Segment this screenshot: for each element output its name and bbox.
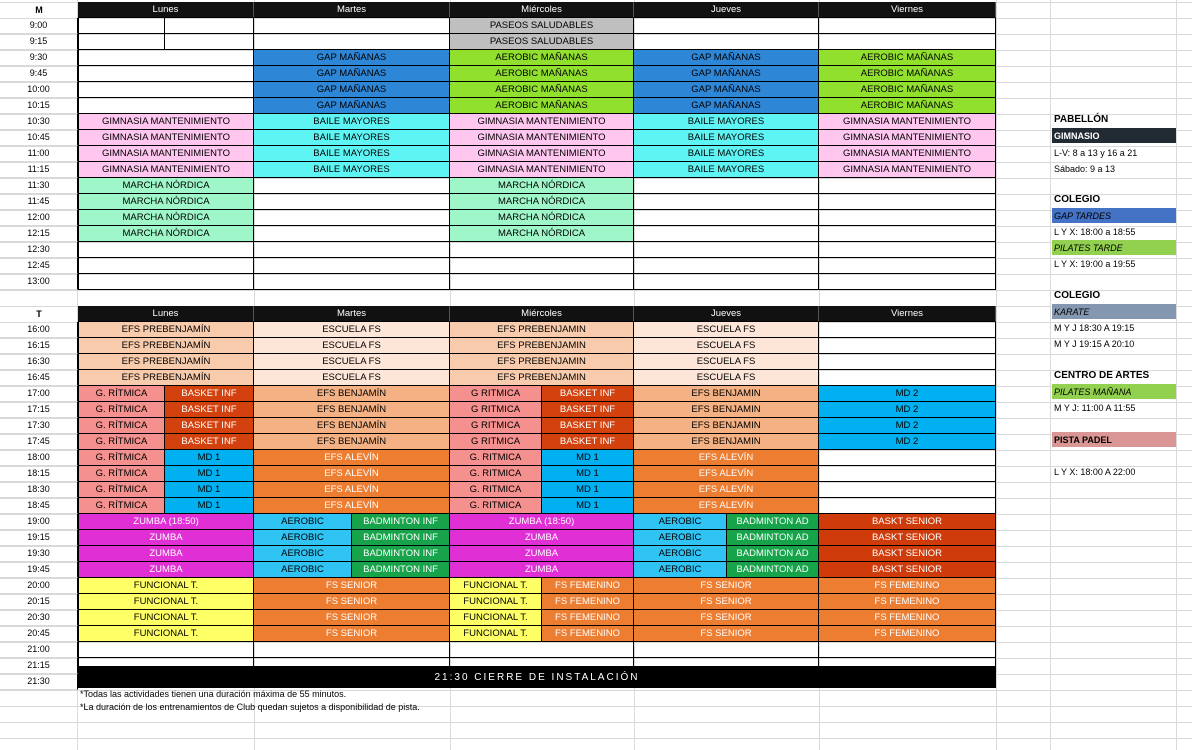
afternoon-activity-badminton-inf: BADMINTON INF [352,530,450,546]
afternoon-time-slot: 18:00 [0,450,78,466]
legend-title-colegio: COLEGIO [1054,194,1101,205]
afternoon-activity-efs-prebenjamin: EFS PREBENJAMÍN [78,322,254,338]
afternoon-activity-efs-prebenjamin: EFS PREBENJAMÍN [78,370,254,386]
afternoon-time-slot: 17:15 [0,402,78,418]
morning-activity-baile-mayores: BAILE MAYORES [634,130,819,146]
legend-text: M Y J 18:30 A 19:15 [1054,322,1135,333]
morning-activity-empty [78,34,165,50]
afternoon-activity-empty [819,642,996,658]
afternoon-activity-escuela-fs: ESCUELA FS [634,322,819,338]
morning-activity-paseos-saludables: PASEOS SALUDABLES [450,18,634,34]
afternoon-activity-fs-femenino: FS FEMENINO [542,594,634,610]
afternoon-activity-escuela-fs: ESCUELA FS [634,354,819,370]
morning-activity-empty [634,178,819,194]
afternoon-activity-fs-femenino: FS FEMENINO [542,578,634,594]
legend-chip-pista-padel: PISTA PADEL [1052,432,1176,447]
legend-title-centro-de-artes: CENTRO DE ARTES [1054,370,1150,381]
afternoon-activity-empty [819,322,996,338]
morning-activity-baile-mayores: BAILE MAYORES [634,114,819,130]
afternoon-activity-efs-benjamin: EFS BENJAMIN [634,402,819,418]
afternoon-activity-empty [819,338,996,354]
afternoon-activity-aerobic: AEROBIC [254,562,352,578]
morning-activity-aerobic-mananas: AEROBIC MAÑANAS [450,82,634,98]
morning-activity-gimnasia-mantenimiento: GIMNASIA MANTENIMIENTO [78,114,254,130]
morning-activity-gimnasia-mantenimiento: GIMNASIA MANTENIMIENTO [450,130,634,146]
morning-activity-aerobic-mananas: AEROBIC MAÑANAS [819,66,996,82]
morning-activity-paseos-saludables: PASEOS SALUDABLES [450,34,634,50]
afternoon-time-slot: 21:15 [0,658,78,674]
afternoon-activity-efs-alevin: EFS ALEVÍN [254,482,450,498]
morning-time-slot: 12:00 [0,210,78,226]
legend-spacer [1052,448,1176,463]
morning-section-label: M [35,4,43,15]
morning-activity-gimnasia-mantenimiento: GIMNASIA MANTENIMIENTO [819,146,996,162]
afternoon-activity-efs-benjamin: EFS BENJAMIN [634,418,819,434]
legend-spacer [1052,352,1176,367]
afternoon-activity-efs-alevin: EFS ALEVÍN [634,466,819,482]
afternoon-activity-fs-femenino: FS FEMENINO [819,578,996,594]
afternoon-activity-md-1: MD 1 [165,450,254,466]
morning-activity-aerobic-mananas: AEROBIC MAÑANAS [819,50,996,66]
afternoon-activity-basket-inf: BASKET INF [165,434,254,450]
morning-activity-marcha-nordica: MARCHA NÓRDICA [78,194,254,210]
morning-activity-gap-mananas: GAP MAÑANAS [634,66,819,82]
afternoon-activity-fs-senior: FS SENIOR [254,578,450,594]
afternoon-activity-funcional-t: FUNCIONAL T. [78,610,254,626]
morning-activity-gimnasia-mantenimiento: GIMNASIA MANTENIMIENTO [450,114,634,130]
afternoon-activity-empty [819,482,996,498]
morning-day-header-martes: Martes [254,2,450,18]
afternoon-activity-escuela-fs: ESCUELA FS [254,370,450,386]
afternoon-activity-md-1: MD 1 [542,450,634,466]
morning-activity-gimnasia-mantenimiento: GIMNASIA MANTENIMIENTO [819,130,996,146]
morning-activity-empty [78,258,254,274]
morning-activity-empty [819,34,996,50]
afternoon-activity-fs-femenino: FS FEMENINO [542,626,634,642]
morning-activity-gap-mananas: GAP MAÑANAS [254,98,450,114]
afternoon-activity-efs-prebenjamin: EFS PREBENJAMIN [450,370,634,386]
morning-activity-empty [634,242,819,258]
morning-activity-gimnasia-mantenimiento: GIMNASIA MANTENIMIENTO [819,114,996,130]
afternoon-activity-aerobic: AEROBIC [634,546,727,562]
legend-chip-gimnasio: GIMNASIO [1052,128,1176,143]
afternoon-activity-md-2: MD 2 [819,402,996,418]
note-duration: *Todas las actividades tienen una duración máxima de 55 minutos. [80,689,347,699]
morning-activity-empty [819,178,996,194]
morning-activity-gap-mananas: GAP MAÑANAS [254,50,450,66]
afternoon-activity-funcional-t: FUNCIONAL T. [78,578,254,594]
morning-activity-marcha-nordica: MARCHA NÓRDICA [450,194,634,210]
afternoon-activity-empty [819,370,996,386]
afternoon-time-slot: 16:00 [0,322,78,338]
afternoon-activity-fs-femenino: FS FEMENINO [819,626,996,642]
morning-activity-marcha-nordica: MARCHA NÓRDICA [450,226,634,242]
afternoon-time-slot: 16:45 [0,370,78,386]
afternoon-activity-efs-prebenjamin: EFS PREBENJAMÍN [78,354,254,370]
morning-activity-empty [819,18,996,34]
morning-activity-empty [819,242,996,258]
morning-activity-empty [634,210,819,226]
afternoon-activity-g-ritmica: G. RITMICA [450,498,542,514]
afternoon-activity-fs-senior: FS SENIOR [254,626,450,642]
legend-title-colegio: COLEGIO [1054,290,1101,301]
afternoon-activity-funcional-t: FUNCIONAL T. [450,578,542,594]
morning-activity-empty [450,274,634,290]
afternoon-activity-escuela-fs: ESCUELA FS [634,338,819,354]
morning-time-slot: 13:00 [0,274,78,290]
morning-activity-gap-mananas: GAP MAÑANAS [634,50,819,66]
morning-time-slot: 11:30 [0,178,78,194]
afternoon-activity-md-1: MD 1 [165,482,254,498]
afternoon-activity-empty [78,642,254,658]
afternoon-activity-efs-benjamin: EFS BENJAMIN [634,434,819,450]
morning-activity-aerobic-mananas: AEROBIC MAÑANAS [450,98,634,114]
afternoon-activity-escuela-fs: ESCUELA FS [254,322,450,338]
legend-chip-pilates-tarde: PILATES TARDE [1052,240,1176,255]
afternoon-day-header-lunes: Lunes [78,306,254,322]
afternoon-activity-g-ritmica: G RITMICA [450,418,542,434]
morning-activity-empty [254,274,450,290]
afternoon-activity-aerobic: AEROBIC [634,562,727,578]
morning-activity-empty [78,50,254,66]
afternoon-activity-g-ritmica: G. RÍTMICA [78,386,165,402]
afternoon-activity-zumba: ZUMBA [78,546,254,562]
afternoon-activity-aerobic: AEROBIC [634,530,727,546]
morning-activity-baile-mayores: BAILE MAYORES [254,162,450,178]
morning-activity-empty [819,194,996,210]
morning-activity-empty [634,34,819,50]
morning-activity-empty [634,274,819,290]
afternoon-activity-md-1: MD 1 [165,498,254,514]
afternoon-activity-zumba-18-50: ZUMBA (18:50) [78,514,254,530]
morning-time-slot: 11:15 [0,162,78,178]
legend-text: L-V: 8 a 13 y 16 a 21 [1054,147,1138,158]
afternoon-activity-badminton-ad: BADMINTON AD [727,546,819,562]
afternoon-activity-aerobic: AEROBIC [254,530,352,546]
afternoon-activity-aerobic: AEROBIC [634,514,727,530]
afternoon-time-slot: 19:00 [0,514,78,530]
afternoon-time-slot: 17:45 [0,434,78,450]
morning-activity-empty [254,226,450,242]
afternoon-activity-zumba: ZUMBA [78,530,254,546]
morning-activity-marcha-nordica: MARCHA NÓRDICA [78,178,254,194]
morning-activity-empty [78,82,254,98]
afternoon-time-slot: 19:30 [0,546,78,562]
afternoon-activity-md-2: MD 2 [819,434,996,450]
morning-time-slot: 12:45 [0,258,78,274]
afternoon-activity-escuela-fs: ESCUELA FS [254,338,450,354]
afternoon-activity-escuela-fs: ESCUELA FS [254,354,450,370]
afternoon-activity-g-ritmica: G. RÍTMICA [78,482,165,498]
afternoon-time-slot: 19:15 [0,530,78,546]
afternoon-activity-baskt-senior: BASKT SENIOR [819,562,996,578]
afternoon-activity-aerobic: AEROBIC [254,514,352,530]
afternoon-activity-g-ritmica: G. RÍTMICA [78,434,165,450]
morning-activity-empty [634,258,819,274]
afternoon-day-header-jueves: Jueves [634,306,819,322]
morning-time-slot: 11:45 [0,194,78,210]
afternoon-activity-zumba: ZUMBA [78,562,254,578]
morning-activity-empty [254,210,450,226]
morning-activity-gap-mananas: GAP MAÑANAS [634,98,819,114]
afternoon-activity-funcional-t: FUNCIONAL T. [78,594,254,610]
morning-activity-aerobic-mananas: AEROBIC MAÑANAS [450,50,634,66]
afternoon-section-label: T [36,308,42,319]
legend-text: L Y X: 19:00 a 19:55 [1054,258,1136,269]
afternoon-activity-badminton-ad: BADMINTON AD [727,514,819,530]
afternoon-activity-funcional-t: FUNCIONAL T. [450,594,542,610]
afternoon-activity-empty [819,466,996,482]
afternoon-activity-empty [254,642,450,658]
morning-activity-gimnasia-mantenimiento: GIMNASIA MANTENIMIENTO [78,162,254,178]
afternoon-activity-g-ritmica: G. RITMICA [450,482,542,498]
morning-activity-empty [450,258,634,274]
legend-spacer [1052,416,1176,431]
afternoon-time-slot: 20:00 [0,578,78,594]
afternoon-day-header-miercoles: Miércoles [450,306,634,322]
legend-text: M Y J: 11:00 A 11:55 [1054,402,1136,413]
afternoon-activity-fs-femenino: FS FEMENINO [542,610,634,626]
morning-activity-baile-mayores: BAILE MAYORES [254,130,450,146]
morning-activity-empty [634,194,819,210]
morning-activity-empty [254,178,450,194]
afternoon-time-slot: 20:30 [0,610,78,626]
afternoon-activity-g-ritmica: G RITMICA [450,386,542,402]
afternoon-activity-zumba: ZUMBA [450,530,634,546]
legend-spacer [1052,272,1176,287]
morning-time-slot: 10:45 [0,130,78,146]
legend-text: M Y J 19:15 A 20:10 [1054,338,1135,349]
legend-chip-karate: KARATE [1052,304,1176,319]
morning-activity-aerobic-mananas: AEROBIC MAÑANAS [450,66,634,82]
morning-activity-empty [634,226,819,242]
legend-title-pabellon: PABELLÓN [1054,114,1109,125]
afternoon-time-slot: 20:45 [0,626,78,642]
afternoon-activity-funcional-t: FUNCIONAL T. [450,626,542,642]
afternoon-activity-efs-benjamin: EFS BENJAMÍN [254,418,450,434]
afternoon-activity-efs-alevin: EFS ALEVÍN [254,466,450,482]
afternoon-activity-badminton-inf: BADMINTON INF [352,562,450,578]
afternoon-activity-empty [634,642,819,658]
afternoon-activity-escuela-fs: ESCUELA FS [634,370,819,386]
morning-activity-marcha-nordica: MARCHA NÓRDICA [450,178,634,194]
legend-chip-pilates-manana: PILATES MAÑANA [1052,384,1176,399]
legend-text: Sábado: 9 a 13 [1054,163,1116,174]
afternoon-time-slot: 16:15 [0,338,78,354]
legend-text: L Y X: 18:00 A 22:00 [1054,466,1136,477]
afternoon-activity-aerobic: AEROBIC [254,546,352,562]
afternoon-activity-basket-inf: BASKET INF [165,418,254,434]
afternoon-activity-empty [819,354,996,370]
morning-activity-empty [254,194,450,210]
afternoon-activity-basket-inf: BASKET INF [165,402,254,418]
afternoon-activity-md-2: MD 2 [819,386,996,402]
morning-activity-gimnasia-mantenimiento: GIMNASIA MANTENIMIENTO [78,146,254,162]
morning-activity-gimnasia-mantenimiento: GIMNASIA MANTENIMIENTO [819,162,996,178]
afternoon-activity-fs-senior: FS SENIOR [254,594,450,610]
morning-day-header-jueves: Jueves [634,2,819,18]
afternoon-time-slot: 17:30 [0,418,78,434]
afternoon-day-header-martes: Martes [254,306,450,322]
legend-chip-gap-tardes: GAP TARDES [1052,208,1176,223]
afternoon-activity-efs-alevin: EFS ALEVÍN [254,498,450,514]
note-club: *La duración de los entrenamientos de Club quedan sujetos a disponibilidad de pista. [80,702,420,712]
morning-activity-marcha-nordica: MARCHA NÓRDICA [450,210,634,226]
morning-activity-baile-mayores: BAILE MAYORES [634,162,819,178]
afternoon-time-slot: 18:30 [0,482,78,498]
afternoon-activity-md-2: MD 2 [819,418,996,434]
morning-activity-gimnasia-mantenimiento: GIMNASIA MANTENIMIENTO [450,162,634,178]
afternoon-activity-badminton-ad: BADMINTON AD [727,562,819,578]
morning-activity-empty [254,18,450,34]
morning-activity-empty [78,98,254,114]
afternoon-time-slot: 16:30 [0,354,78,370]
morning-activity-empty [634,18,819,34]
afternoon-activity-g-ritmica: G. RÍTMICA [78,466,165,482]
afternoon-activity-empty [450,642,634,658]
afternoon-day-header-viernes: Viernes [819,306,996,322]
morning-activity-baile-mayores: BAILE MAYORES [634,146,819,162]
afternoon-activity-efs-prebenjamin: EFS PREBENJAMIN [450,338,634,354]
morning-activity-empty [819,274,996,290]
afternoon-time-slot: 18:15 [0,466,78,482]
morning-activity-gap-mananas: GAP MAÑANAS [254,66,450,82]
closing-banner: 21:30 CIERRE DE INSTALACIÓN [78,666,996,688]
afternoon-time-slot: 19:45 [0,562,78,578]
afternoon-activity-g-ritmica: G. RITMICA [450,450,542,466]
morning-time-slot: 10:30 [0,114,78,130]
morning-time-slot: 9:30 [0,50,78,66]
afternoon-activity-efs-benjamin: EFS BENJAMÍN [254,386,450,402]
morning-activity-empty [819,258,996,274]
afternoon-time-slot: 21:30 [0,674,78,690]
afternoon-activity-g-ritmica: G. RITMICA [450,466,542,482]
afternoon-activity-funcional-t: FUNCIONAL T. [78,626,254,642]
legend-spacer [1052,177,1176,192]
afternoon-activity-fs-senior: FS SENIOR [634,594,819,610]
afternoon-activity-basket-inf: BASKET INF [542,402,634,418]
afternoon-activity-fs-femenino: FS FEMENINO [819,594,996,610]
afternoon-activity-efs-prebenjamin: EFS PREBENJAMIN [450,322,634,338]
morning-time-slot: 9:45 [0,66,78,82]
morning-time-slot: 9:00 [0,18,78,34]
afternoon-activity-efs-alevin: EFS ALEVÍN [634,482,819,498]
afternoon-activity-funcional-t: FUNCIONAL T. [450,610,542,626]
morning-time-slot: 11:00 [0,146,78,162]
afternoon-activity-efs-prebenjamin: EFS PREBENJAMIN [450,354,634,370]
afternoon-activity-efs-prebenjamin: EFS PREBENJAMÍN [78,338,254,354]
afternoon-activity-baskt-senior: BASKT SENIOR [819,514,996,530]
morning-time-slot: 9:15 [0,34,78,50]
morning-activity-gap-mananas: GAP MAÑANAS [254,82,450,98]
afternoon-activity-g-ritmica: G. RÍTMICA [78,498,165,514]
morning-activity-empty [78,242,254,258]
afternoon-activity-g-ritmica: G. RÍTMICA [78,402,165,418]
morning-time-slot: 10:00 [0,82,78,98]
morning-activity-gimnasia-mantenimiento: GIMNASIA MANTENIMIENTO [450,146,634,162]
afternoon-activity-efs-alevin: EFS ALEVÍN [254,450,450,466]
afternoon-activity-md-1: MD 1 [542,482,634,498]
morning-activity-gimnasia-mantenimiento: GIMNASIA MANTENIMIENTO [78,130,254,146]
afternoon-activity-fs-senior: FS SENIOR [254,610,450,626]
morning-time-slot: 10:15 [0,98,78,114]
afternoon-activity-md-1: MD 1 [165,466,254,482]
afternoon-activity-empty [819,498,996,514]
afternoon-activity-basket-inf: BASKET INF [542,386,634,402]
afternoon-activity-zumba: ZUMBA [450,562,634,578]
morning-activity-empty [165,34,254,50]
morning-activity-empty [254,242,450,258]
morning-activity-empty [78,66,254,82]
afternoon-time-slot: 21:00 [0,642,78,658]
morning-activity-empty [450,242,634,258]
morning-activity-aerobic-mananas: AEROBIC MAÑANAS [819,82,996,98]
afternoon-activity-md-1: MD 1 [542,498,634,514]
morning-activity-empty [819,226,996,242]
morning-activity-empty [254,258,450,274]
morning-activity-empty [819,210,996,226]
afternoon-activity-g-ritmica: G RITMICA [450,402,542,418]
afternoon-activity-badminton-ad: BADMINTON AD [727,530,819,546]
morning-time-slot: 12:15 [0,226,78,242]
morning-activity-marcha-nordica: MARCHA NÓRDICA [78,226,254,242]
morning-day-header-miercoles: Miércoles [450,2,634,18]
afternoon-activity-empty [819,450,996,466]
afternoon-activity-md-1: MD 1 [542,466,634,482]
afternoon-activity-efs-benjamin: EFS BENJAMÍN [254,434,450,450]
morning-day-header-viernes: Viernes [819,2,996,18]
afternoon-time-slot: 17:00 [0,386,78,402]
afternoon-activity-efs-benjamin: EFS BENJAMÍN [254,402,450,418]
afternoon-activity-efs-alevin: EFS ALEVÍN [634,498,819,514]
afternoon-activity-efs-benjamin: EFS BENJAMIN [634,386,819,402]
afternoon-activity-fs-femenino: FS FEMENINO [819,610,996,626]
afternoon-activity-fs-senior: FS SENIOR [634,610,819,626]
afternoon-time-slot: 20:15 [0,594,78,610]
afternoon-activity-fs-senior: FS SENIOR [634,626,819,642]
morning-activity-baile-mayores: BAILE MAYORES [254,114,450,130]
morning-activity-marcha-nordica: MARCHA NÓRDICA [78,210,254,226]
afternoon-activity-g-ritmica: G. RÍTMICA [78,418,165,434]
morning-activity-empty [78,274,254,290]
morning-day-header-lunes: Lunes [78,2,254,18]
afternoon-activity-efs-alevin: EFS ALEVÍN [634,450,819,466]
afternoon-activity-badminton-inf: BADMINTON INF [352,514,450,530]
morning-activity-empty [78,18,165,34]
afternoon-activity-baskt-senior: BASKT SENIOR [819,546,996,562]
afternoon-activity-zumba-18-50: ZUMBA (18:50) [450,514,634,530]
afternoon-activity-basket-inf: BASKET INF [165,386,254,402]
morning-activity-empty [165,18,254,34]
afternoon-activity-basket-inf: BASKET INF [542,418,634,434]
legend-text: L Y X: 18:00 a 18:55 [1054,226,1136,237]
afternoon-activity-badminton-inf: BADMINTON INF [352,546,450,562]
morning-activity-empty [254,34,450,50]
morning-activity-aerobic-mananas: AEROBIC MAÑANAS [819,98,996,114]
afternoon-activity-g-ritmica: G RITMICA [450,434,542,450]
morning-activity-gap-mananas: GAP MAÑANAS [634,82,819,98]
morning-activity-baile-mayores: BAILE MAYORES [254,146,450,162]
afternoon-activity-zumba: ZUMBA [450,546,634,562]
afternoon-activity-fs-senior: FS SENIOR [634,578,819,594]
afternoon-time-slot: 18:45 [0,498,78,514]
morning-time-slot: 12:30 [0,242,78,258]
afternoon-activity-basket-inf: BASKET INF [542,434,634,450]
afternoon-activity-baskt-senior: BASKT SENIOR [819,530,996,546]
afternoon-activity-g-ritmica: G. RÍTMICA [78,450,165,466]
